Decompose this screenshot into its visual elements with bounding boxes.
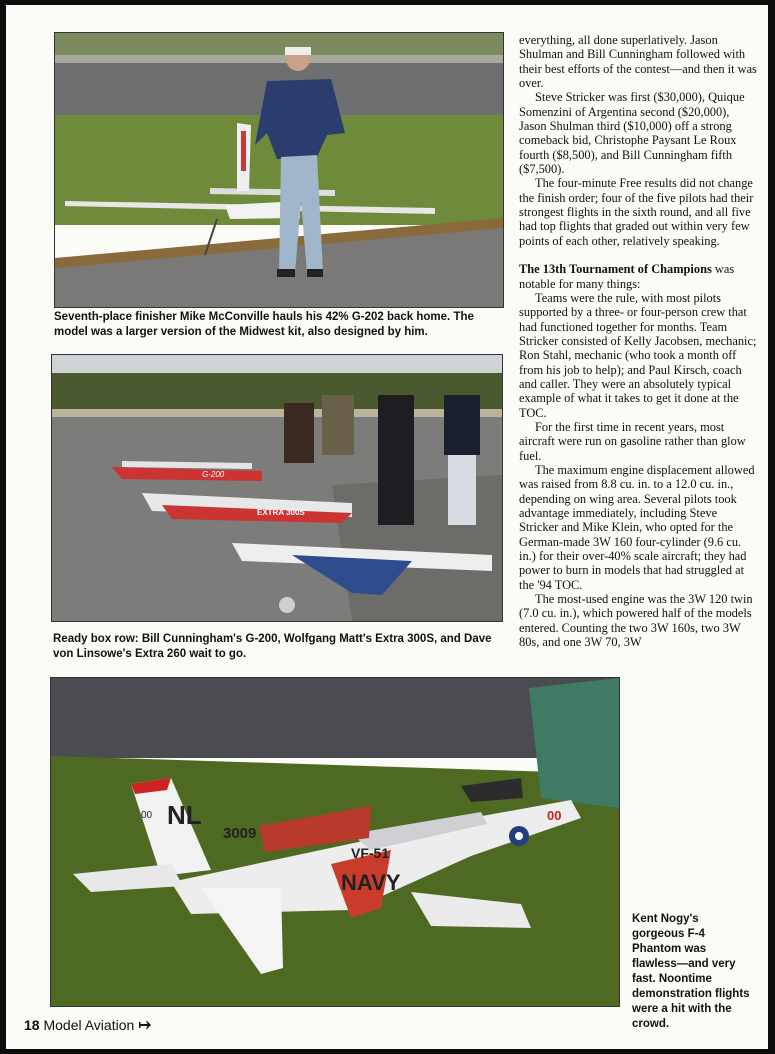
article-runin-rest: was notable for many things: [519,262,735,291]
photo-mcconville [54,32,504,308]
plane1-marking: G-200 [202,470,225,479]
f4-nose-number: 00 [547,808,562,823]
photo-mcconville-caption: Seventh-place finisher Mike McConville hauls his 42% G-202 back home. The model was a larger version of the Midwest kit, also designed by him. [54,311,474,338]
photo-ready-box [51,354,503,622]
article-subhead-paragraph [519,262,759,291]
article-column [519,33,759,649]
article-paragraph: For the first time in recent years, most aircraft were run on gasoline rather than glow fuel. [519,419,746,463]
article-paragraph: The most-used engine was the 3W 120 twin (7.0 cu. in.), which powered half of the models entered. Counting the two 3W 160s, two 3W 80s, and one 3W 70, 3W [519,592,753,650]
photo-f4-phantom [50,677,620,1007]
photo-ready-box-image [52,355,502,621]
photo-f4-phantom-image [51,678,619,1006]
f4-squadron: VF-51 [351,845,390,861]
article-paragraph: The maximum engine displacement allowed was raised from 8.8 cu. in. to a 12.0 cu. in., depending on wing area. Several pilots took advantage immediately, including Steve Stricker and Mike Klein, who opted for the German-made 3W 160 four-cylinder (9.6 cu. in.) for their over-40% scale aircraft; they had power to burn in models that had struggled at the '94 TOC. [519,462,755,592]
article-paragraph: Teams were the rule, with most pilots supported by a three- or four-person crew that had functioned together for months. Team Stricker consisted of Kelly Jacobsen, mechanic; Ron Stahl, mechanic (who took a month off from his job to help); and Paul Kirsch, coach and caller. They were an absolutely typical example of what it takes to get it done at the TOC. [519,290,757,420]
f4-tail-code: NL [167,800,202,830]
photo-ready-box-caption: Ready box row: Bill Cunningham's G-200, Wolfgang Matt's Extra 300S, and Dave von Linsowe's Extra 260 wait to go. [53,633,492,660]
f4-tail-number: 3009 [223,825,257,842]
airplane-icon [138,1019,152,1031]
article-paragraph: everything, all done superlatively. Jason Shulman and Bill Cunningham followed with their best efforts of the contest—and then it was over. [519,33,757,91]
page-folio [24,1017,152,1033]
article-paragraph: The four-minute Free results did not change the finish order; four of the five pilots had their strongest flights in the sixth round, and all five had top flights that graded out within very few points of each other, relatively speaking. [519,176,754,248]
photo-mcconville-image [55,33,503,307]
magazine-page [6,5,768,1049]
plane2-marking: EXTRA 300S [257,508,305,517]
page-number: 18 [24,1017,40,1033]
f4-navy: NAVY [341,870,401,895]
f4-tail-side-number: 00 [141,810,153,821]
magazine-name: Model Aviation [43,1017,135,1033]
article-paragraph: Steve Stricker was first ($30,000), Quique Somenzini of Argentina second ($20,000), Jason Shulman third ($10,000) off a strong comeback bid, Christophe Paysant Le Roux fourth ($8,500), and Bill Cunningham fifth ($7,500). [519,90,745,177]
article-runin-head: The 13th Tournament of Champions [519,262,712,277]
photo-f4-phantom-caption: Kent Nogy's gorgeous F-4 Phantom was flawless—and very fast. Noontime demonstration flights were a hit with the crowd. [632,913,750,1030]
